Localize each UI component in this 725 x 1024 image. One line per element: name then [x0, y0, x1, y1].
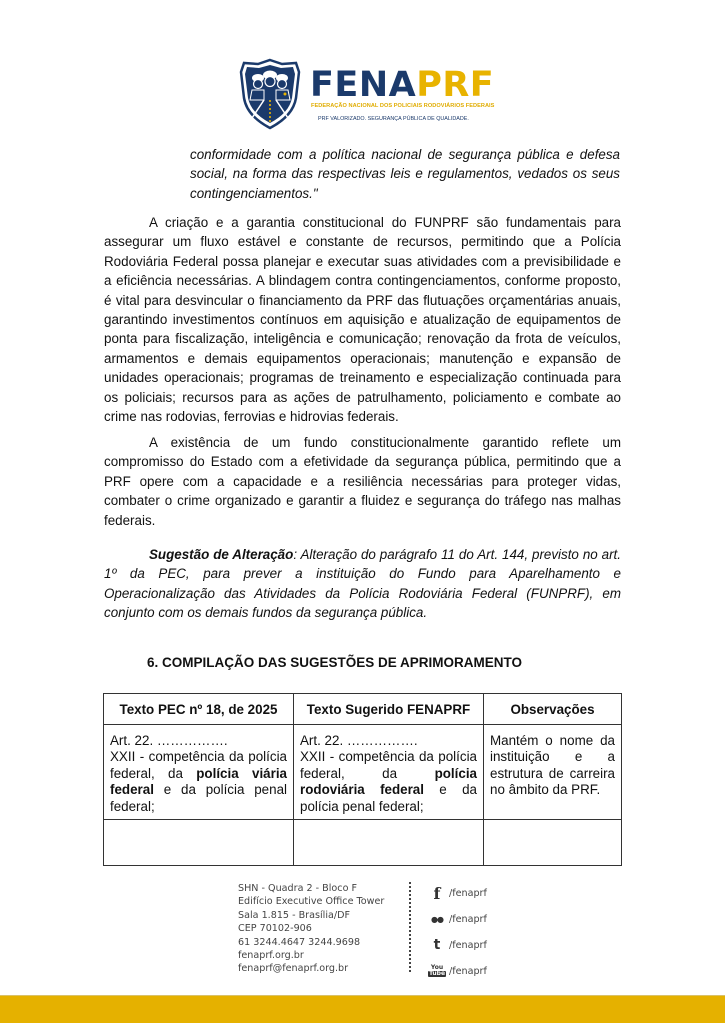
- paragraph-funprf-importance: [104, 213, 621, 426]
- cell-text: XXII - competência da polícia federal, da: [110, 749, 287, 781]
- footer-social-links: [428, 880, 487, 984]
- cell-empty: [484, 820, 622, 866]
- youtube-icon-bottom: Tube: [428, 970, 446, 977]
- cell-text: XXII - competência da polícia federal, da: [300, 749, 477, 781]
- email-link[interactable]: fenaprf@fenaprf.org.br: [238, 963, 349, 975]
- address-line: SHN - Quadra 2 - Bloco F: [238, 883, 358, 894]
- header-suggested-text: Texto Sugerido FENAPRF: [294, 694, 484, 725]
- flickr-icon: ●●: [431, 914, 443, 924]
- highlight-term: polícia rodoviária federal: [300, 765, 477, 798]
- facebook-icon: f: [433, 883, 441, 903]
- table-row: [104, 725, 622, 820]
- social-twitter[interactable]: [428, 932, 487, 958]
- twitter-icon: t: [433, 937, 441, 953]
- address-line: Sala 1.815 - Brasília/DF: [238, 909, 351, 921]
- header-observations: Observações: [484, 694, 622, 725]
- brand-subtitle: FEDERAÇÃO NACIONAL DOS POLICIAIS RODOVIÁRIOS FEDERAIS: [311, 103, 495, 109]
- brand-prf: PRF: [416, 65, 495, 105]
- quoted-text: conformidade com a política nacional de segurança pública e defesa social, na forma das respectivas leis e regulamentos, vedados os seus contingenciamentos.": [190, 147, 620, 201]
- cell-empty: [294, 820, 484, 866]
- brand-fena: FENA: [310, 65, 417, 105]
- social-youtube[interactable]: [428, 958, 487, 984]
- fenaprf-logo: [238, 58, 498, 130]
- observation-text: Mantém o nome da instituição e a estrutura de carreira no âmbito da PRF.: [490, 733, 615, 798]
- cell-empty: [104, 820, 294, 866]
- youtube-icon: [428, 965, 446, 977]
- shield-three-officers-road-icon: [238, 58, 302, 130]
- cell-text: e da polícia penal federal;: [110, 782, 287, 814]
- cell-suggested-text: [294, 725, 484, 820]
- address-line: Edifício Executive Office Tower: [238, 896, 385, 908]
- social-handle: /fenaprf: [449, 913, 487, 925]
- suggestions-table: [103, 693, 622, 866]
- table-row-empty: [104, 820, 622, 866]
- section-title: 6. COMPILAÇÃO DAS SUGESTÕES DE APRIMORAMENTO: [147, 655, 523, 670]
- footer-color-band: [0, 995, 725, 1023]
- phone-numbers: 61 3244.4647 3244.9698: [238, 936, 361, 948]
- cell-pec-text: [104, 725, 294, 820]
- social-handle: /fenaprf: [449, 965, 487, 977]
- youtube-icon-top: You: [430, 964, 444, 971]
- table-header-row: [104, 694, 622, 725]
- footer-dotted-divider: [409, 882, 411, 972]
- paragraph-suggestion: [104, 545, 621, 623]
- highlight-term: polícia viária federal: [110, 765, 287, 798]
- social-facebook[interactable]: [428, 880, 487, 906]
- paragraph-text: A existência de um fundo constitucionalmente garantido reflete um compromisso do Estado com a efetividade da segurança pública, permitindo que a PRF opere com a capacidade e a resiliência necessárias para proteger vidas, combater o crime organizado e garantir a fluidez e segurança do tráfego nas malhas federais.: [104, 435, 621, 528]
- paragraph-text: A criação e a garantia constitucional do FUNPRF são fundamentais para assegurar um fluxo estável e constante de recursos, permitindo que a Polícia Rodoviária Federal possa planejar e executar suas atividades com a previsibilidade e a eficiência necessárias. A blindagem contra contingenciamentos, conforme proposto, é vital para desvincular o financiamento da PRF das flutuações orçamentárias anuais, garantindo investimentos contínuos em aquisição e atualização de equipamentos de ponta para fiscalização, inteligência e comunicação; renovação da frota de veículos, armamentos e demais equipamentos operacionais; manutenção e expansão de unidades operacionais; programas de treinamento e especialização continuada para os policiais; recursos para as ações de patrulhamento, policiamento e combate ao crime nas rodovias, ferrovias e hidrovias federais.: [104, 215, 621, 425]
- website-link[interactable]: fenaprf.org.br: [238, 950, 304, 962]
- suggestion-label: Sugestão de Alteração: [149, 547, 294, 562]
- social-handle: /fenaprf: [449, 887, 487, 899]
- brand-tagline: PRF VALORIZADO. SEGURANÇA PÚBLICA DE QUALIDADE.: [318, 116, 469, 122]
- header-pec-text: Texto PEC nº 18, de 2025: [104, 694, 294, 725]
- cell-text: e da polícia penal federal;: [300, 782, 477, 814]
- suggestion-text: : Alteração do parágrafo 11 do Art. 144, previsto no art. 1º da PEC, para prever a instituição do Fundo para Aparelhamento e Operacionalização das Atividades da Polícia Rodoviária Federal (FUNPRF), em conjunto com os demais fundos da segurança pública.: [104, 547, 621, 621]
- address-line: CEP 70102-906: [238, 923, 312, 935]
- article-ref: Art. 22. …………….: [300, 733, 418, 748]
- paragraph-constitutional-fund: [104, 433, 621, 530]
- footer-address: [238, 882, 384, 976]
- brand-wordmark: [310, 65, 495, 105]
- article-ref: Art. 22. …………….: [110, 733, 228, 748]
- social-handle: /fenaprf: [449, 939, 487, 951]
- cell-observations: [484, 725, 622, 820]
- social-flickr[interactable]: [428, 906, 487, 932]
